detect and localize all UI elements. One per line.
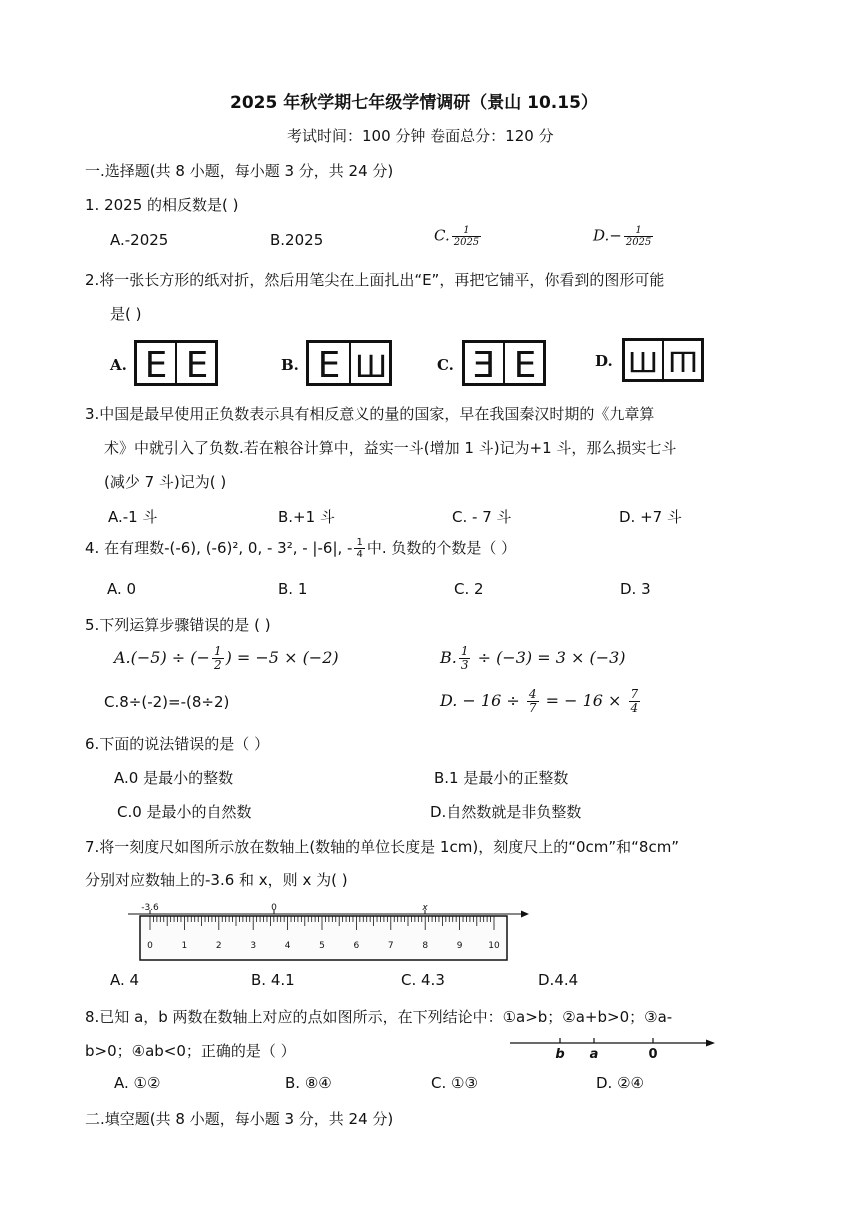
q8-option-b: B. ⑧④: [285, 1074, 332, 1092]
q6-option-a: A.0 是最小的整数: [114, 769, 234, 787]
ruler-number: 7: [387, 941, 394, 951]
q2-stem-line2: 是( ): [110, 305, 142, 323]
q5-a-part2: ) = −5 × (−2): [225, 648, 339, 667]
q2-option-a-figure: [134, 340, 218, 386]
q8-option-d: D. ②④: [596, 1074, 644, 1092]
exam-info: 考试时间：100 分钟 卷面总分：120 分: [287, 127, 554, 145]
q2-d-glyph-right: Ш: [668, 345, 698, 378]
q5-b-part2: ÷ (−3) = 3 × (−3): [472, 648, 626, 667]
q7-option-c: C. 4.3: [401, 971, 445, 989]
q2-d-glyph-left: Ш: [628, 346, 658, 379]
ruler-number: 1: [181, 941, 188, 951]
q7-option-b: B. 4.1: [251, 971, 295, 989]
ruler-number: 10: [488, 941, 500, 951]
ruler-number: 4: [284, 941, 291, 951]
q5-d-denominator-1: 7: [528, 701, 537, 715]
q1-option-c-label: C.: [434, 226, 450, 245]
q5-d-part2: = − 16 ×: [540, 691, 627, 710]
q2-stem-line1: 2.将一张长方形的纸对折，然后用笔尖在上面扎出“E”，再把它铺平，你看到的图形可能: [85, 271, 665, 289]
q3-stem-line3: (减少 7 斗)记为( ): [104, 473, 227, 491]
q5-option-c: C.8÷(-2)=-(8÷2): [104, 693, 230, 711]
q1-d-numerator: 1: [624, 225, 653, 237]
ruler-number: 8: [422, 941, 429, 951]
q4-frac-denominator: 4: [356, 549, 363, 560]
q1-c-denominator: 2025: [453, 237, 480, 248]
q5-d-numerator-1: 4: [528, 687, 537, 701]
q2-option-a-label: A.: [110, 356, 127, 374]
page-title: 2025 年秋学期七年级学情调研（景山 10.15）: [230, 93, 598, 113]
q5-d-denominator-2: 4: [630, 701, 639, 715]
q8-label-zero: 0: [648, 1047, 658, 1062]
q7-option-d: D.4.4: [538, 971, 579, 989]
q4-option-a: A. 0: [107, 580, 137, 598]
q5-option-d: [440, 688, 642, 715]
q4-stem-part1: 4. 在有理数-(-6), (-6)², 0, - 3², - |-6|, -: [85, 539, 353, 557]
q1-option-b: B.2025: [270, 231, 324, 249]
q4-option-c: C. 2: [454, 580, 484, 598]
q8-number-line: [508, 1033, 718, 1063]
q5-b-label: B.: [440, 648, 457, 667]
q3-option-d: D. +7 斗: [619, 508, 682, 526]
q4-frac-numerator: 1: [356, 537, 363, 548]
q2-option-b-label: B.: [281, 356, 299, 374]
q8-option-a: A. ①②: [114, 1074, 161, 1092]
q2-a-glyph-right: E: [185, 345, 209, 386]
q2-option-d-label: D.: [595, 352, 613, 370]
q2-option-d-figure: [622, 338, 704, 382]
q2-b-glyph-left: E: [317, 345, 341, 386]
q7-label-x: x: [422, 903, 428, 913]
q2-c-glyph-right: E: [513, 345, 537, 386]
q3-option-b: B.+1 斗: [278, 508, 335, 526]
q1-option-d-label: D.−: [593, 226, 622, 245]
q2-option-b-figure: [306, 340, 392, 386]
q3-option-c: C. - 7 斗: [452, 508, 512, 526]
q5-stem: 5.下列运算步骤错误的是 ( ): [85, 616, 271, 634]
q7-label-neg36: -3.6: [141, 903, 159, 913]
ruler-number: 5: [319, 941, 325, 951]
q3-stem-line1: 3.中国是最早使用正负数表示具有相反意义的量的国家，早在我国秦汉时期的《九章算: [85, 405, 655, 423]
q5-a-numerator: 1: [213, 644, 222, 658]
q5-b-numerator: 1: [460, 644, 469, 658]
q7-stem-line1: 7.将一刻度尺如图所示放在数轴上(数轴的单位长度是 1cm)，刻度尺上的“0cm”和“8cm”: [85, 838, 680, 856]
q8-stem-line2: b>0；④ab<0；正确的是（ ）: [85, 1042, 296, 1060]
q8-axis-arrow: [706, 1040, 715, 1047]
ruler-number: 0: [147, 941, 153, 951]
ruler-number: 6: [353, 941, 360, 951]
q5-d-part1: D. − 16 ÷: [440, 691, 525, 710]
q8-label-b: b: [555, 1047, 565, 1062]
q5-a-part1: A.(−5) ÷ (−: [114, 648, 210, 667]
section-1-heading: 一.选择题(共 8 小题，每小题 3 分，共 24 分): [85, 162, 394, 180]
ruler-number: 2: [215, 941, 222, 951]
q6-stem: 6.下面的说法错误的是（ ）: [85, 735, 270, 753]
q6-option-b: B.1 是最小的正整数: [434, 769, 569, 787]
ruler-number: 3: [250, 941, 257, 951]
q2-a-glyph-left: E: [144, 345, 168, 386]
section-2-heading: 二.填空题(共 8 小题，每小题 3 分，共 24 分): [85, 1110, 394, 1128]
q5-d-numerator-2: 7: [630, 687, 639, 701]
q7-ruler-figure: [125, 898, 535, 964]
q5-option-b: [440, 645, 626, 672]
q2-option-c-figure: [462, 340, 546, 386]
q1-d-denominator: 2025: [625, 237, 652, 248]
q8-option-c: C. ①③: [431, 1074, 478, 1092]
q5-a-denominator: 2: [213, 658, 222, 672]
q2-option-c-label: C.: [437, 356, 454, 374]
q5-option-a: [114, 645, 339, 672]
q1-stem: 1. 2025 的相反数是( ): [85, 196, 239, 214]
q7-axis-arrow: [521, 911, 529, 918]
q3-option-a: A.-1 斗: [108, 508, 158, 526]
q4-stem-part2: 中. 负数的个数是（ ）: [366, 539, 517, 557]
q8-label-a: a: [589, 1047, 599, 1062]
q6-option-d: D.自然数就是非负整数: [430, 803, 582, 821]
q1-option-a: A.-2025: [110, 231, 169, 249]
q4-option-d: D. 3: [620, 580, 651, 598]
q8-stem-line1: 8.已知 a，b 两数在数轴上对应的点如图所示，在下列结论中：①a>b；②a+b>0；③a-: [85, 1008, 673, 1026]
q2-b-glyph-right: Ш: [354, 350, 388, 385]
q7-stem-line2: 分别对应数轴上的-3.6 和 x，则 x 为( ): [85, 871, 348, 889]
q6-option-c: C.0 是最小的自然数: [117, 803, 252, 821]
q2-c-glyph-left: Ǝ: [472, 345, 496, 386]
q1-c-numerator: 1: [452, 225, 481, 237]
q7-label-zero: 0: [271, 903, 277, 913]
q1-option-d: [593, 225, 655, 248]
q5-b-denominator: 3: [460, 658, 469, 672]
q7-ruler-body: [140, 916, 507, 960]
q4-option-b: B. 1: [278, 580, 308, 598]
q7-option-a: A. 4: [110, 971, 140, 989]
q4-stem: [85, 537, 516, 560]
q1-option-c: [434, 225, 483, 248]
q3-stem-line2: 术》中就引入了负数.若在粮谷计算中，益实一斗(增加 1 斗)记为+1 斗，那么损实七斗: [104, 439, 677, 457]
ruler-number: 9: [456, 941, 463, 951]
